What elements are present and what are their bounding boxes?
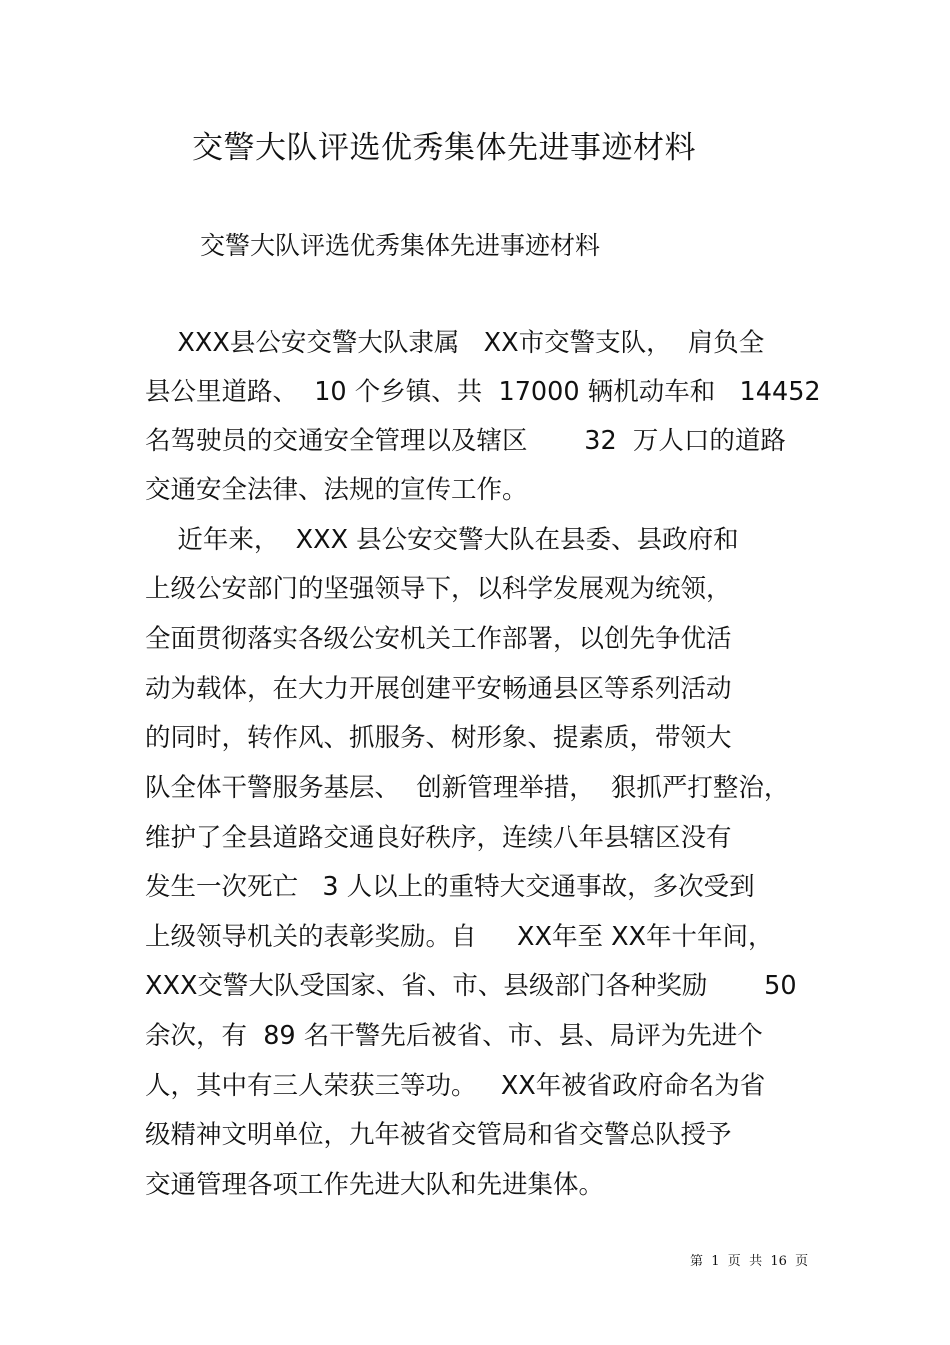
body-line: 发生一次死亡 3 人以上的重特大交通事故，多次受到	[145, 872, 755, 902]
body-line: 上级领导机关的表彰奖励。自 XX年至 XX年十年间，	[145, 922, 774, 952]
document-title: 交警大队评选优秀集体先进事迹材料	[192, 130, 696, 166]
body-line: 级精神文明单位，九年被省交管局和省交警总队授予	[145, 1120, 732, 1150]
body-line: 的同时，转作风、抓服务、树形象、提素质，带领大	[145, 723, 732, 753]
body-line: XXX县公安交警大队隶属 XX市交警支队， 肩负全	[145, 328, 765, 358]
body-line: 交通管理各项工作先进大队和先进集体。	[145, 1170, 605, 1200]
body-line: 近年来， XXX 县公安交警大队在县委、县政府和	[145, 525, 739, 555]
body-line: 队全体干警服务基层、 创新管理举措， 狠抓严打整治，	[145, 773, 790, 803]
body-line: 名驾驶员的交通安全管理以及辖区 32 万人口的道路	[145, 426, 786, 456]
body-line: 动为载体，在大力开展创建平安畅通县区等系列活动	[145, 674, 732, 704]
body-line: 人，其中有三人荣获三等功。 XX年被省政府命名为省	[145, 1071, 766, 1101]
body-line: 余次，有 89 名干警先后被省、市、县、局评为先进个	[145, 1021, 763, 1051]
body-line: 维护了全县道路交通良好秩序，连续八年县辖区没有	[145, 823, 732, 853]
body-line: 全面贯彻落实各级公安机关工作部署，以创先争优活	[145, 624, 732, 654]
page-number-footer: 第 1 页 共 16 页	[690, 1254, 809, 1269]
body-line: XXX交警大队受国家、省、市、县级部门各种奖励 50	[145, 971, 797, 1001]
body-line: 交通安全法律、法规的宣传工作。	[145, 475, 528, 505]
body-line: 县公里道路、 10 个乡镇、共 17000 辆机动车和 14452	[145, 377, 821, 407]
document-subtitle: 交警大队评选优秀集体先进事迹材料	[200, 231, 601, 260]
body-line: 上级公安部门的坚强领导下，以科学发展观为统领，	[145, 574, 732, 604]
